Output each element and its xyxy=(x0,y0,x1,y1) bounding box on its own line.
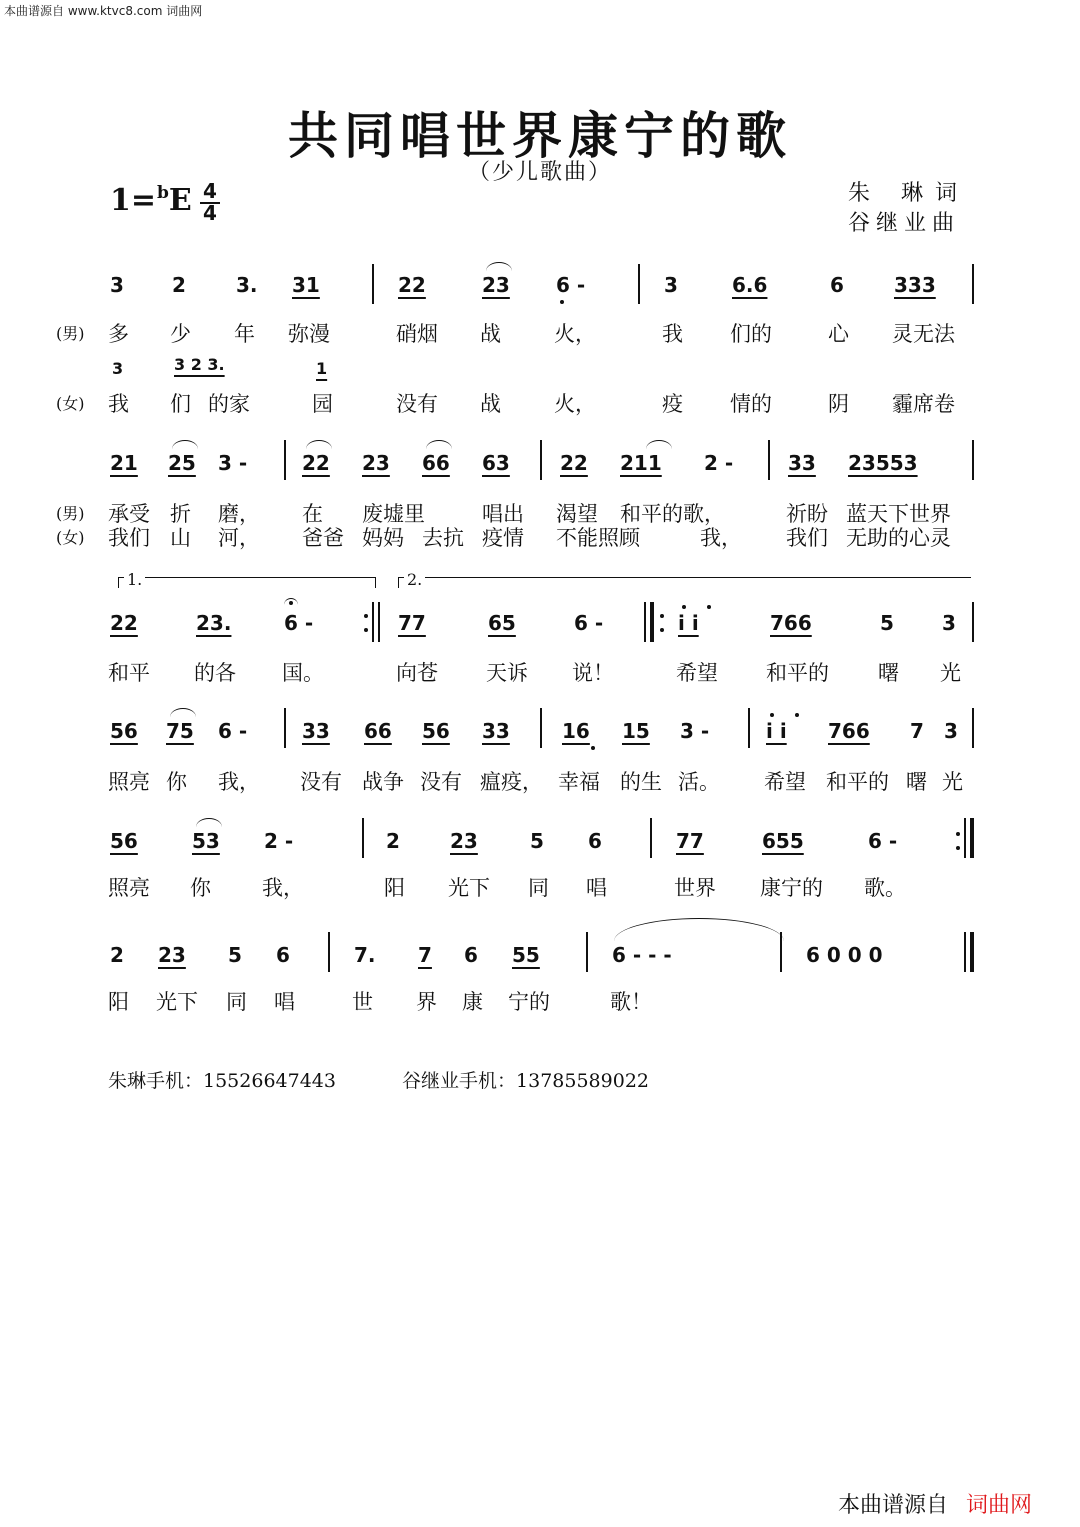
note: 6 xyxy=(588,829,602,853)
note-group: 77 xyxy=(398,611,426,635)
lyric: 唱 xyxy=(586,876,607,900)
final-bar-thick xyxy=(970,932,974,972)
lyric: 情的 xyxy=(730,392,772,416)
note-group: 23 xyxy=(450,829,478,853)
high-octave-dot xyxy=(795,713,799,717)
role-female: (女) xyxy=(56,528,85,547)
note-group: 21 xyxy=(110,451,138,475)
lyric: 战争 xyxy=(362,770,404,794)
slur xyxy=(172,440,198,449)
lyric: 灵无法 xyxy=(892,322,955,346)
volta-label-1: 1. xyxy=(124,570,145,589)
lyric: 硝烟 xyxy=(396,322,438,346)
note-group: 22 xyxy=(560,451,588,475)
lyric: 阴 xyxy=(828,392,849,416)
note-group: 53 xyxy=(192,829,220,853)
lyric: 没有 xyxy=(300,770,342,794)
bar-line xyxy=(362,818,364,858)
lyric: 幸福 xyxy=(558,770,600,794)
alt-note: 3 xyxy=(112,359,124,378)
lyric: 阳 xyxy=(108,990,129,1014)
note: 2 xyxy=(386,829,400,853)
role-male: (男) xyxy=(56,324,85,343)
repeat-bar-thick xyxy=(650,602,654,642)
bar-line xyxy=(638,264,640,304)
lyric: 霾席卷 xyxy=(892,392,955,416)
lyric: 多 xyxy=(108,322,129,346)
final-bar-thin xyxy=(964,932,966,972)
note-group: 655 xyxy=(762,829,804,853)
high-octave-dot xyxy=(707,605,711,609)
lyric: 世界 xyxy=(674,876,716,900)
repeat-dot xyxy=(956,832,960,836)
tie xyxy=(614,918,784,941)
lyricist-phone: 朱琳手机：15526647443 xyxy=(108,1070,336,1092)
low-octave-dot xyxy=(560,300,564,304)
lyric: 疫情 xyxy=(482,526,524,550)
lyric: 国。 xyxy=(282,661,324,685)
repeat-dot xyxy=(364,614,368,618)
note: 7 xyxy=(418,943,432,967)
note-group: 55 xyxy=(512,943,540,967)
lyric: 和平的 xyxy=(826,770,889,794)
lyric: 我们 xyxy=(786,526,828,550)
repeat-dot xyxy=(364,628,368,632)
note: 6 - xyxy=(574,611,604,635)
bar-line xyxy=(372,264,374,304)
note: 6 0 0 0 xyxy=(806,943,883,967)
note-group: 66 xyxy=(422,451,450,475)
note: 6 - - - xyxy=(612,943,672,967)
alt-note-group: 3 2 3. xyxy=(174,355,225,374)
lyric: 我 xyxy=(108,392,129,416)
lyric: 火， xyxy=(554,392,596,416)
note: 7. xyxy=(354,943,376,967)
lyric: 疫 xyxy=(662,392,683,416)
lyric: 阳 xyxy=(384,876,405,900)
lyric: 园 xyxy=(312,392,333,416)
watermark-source: 本曲谱源自 xyxy=(838,1493,949,1518)
lyric: 废墟里 xyxy=(362,502,425,526)
bar-line xyxy=(328,932,330,972)
lyric: 妈妈 xyxy=(362,526,404,550)
note-group: 75 xyxy=(166,719,194,743)
lyric: 希望 xyxy=(764,770,806,794)
bar-line xyxy=(284,440,286,480)
note-group: 211 xyxy=(620,451,662,475)
slur xyxy=(306,440,332,449)
volta-bracket-2 xyxy=(398,577,971,588)
lyric: 向苍 xyxy=(396,661,438,685)
low-octave-dot xyxy=(591,746,595,750)
watermark-bottom xyxy=(838,1488,1032,1519)
lyric: 和平 xyxy=(108,661,150,685)
note: 2 xyxy=(110,943,124,967)
key-signature xyxy=(110,183,192,218)
note-group: 33 xyxy=(482,719,510,743)
slur xyxy=(426,440,452,449)
lyric: 蓝天下世界 xyxy=(846,502,951,526)
lyric: 康 xyxy=(462,990,483,1014)
role-male: (男) xyxy=(56,504,85,523)
repeat-bar-thick xyxy=(970,818,974,858)
lyric: 年 xyxy=(234,322,255,346)
lyric: 的家 xyxy=(208,392,250,416)
song-subtitle: （少儿歌曲） xyxy=(467,160,612,185)
lyric: 宁的 xyxy=(508,990,550,1014)
lyric: 磨， xyxy=(218,502,260,526)
lyric: 康宁的 xyxy=(760,876,823,900)
note: 6 xyxy=(830,273,844,297)
note-group: 16 xyxy=(562,719,590,743)
note: 2 - xyxy=(264,829,294,853)
bar-line xyxy=(972,440,974,480)
bar-line xyxy=(586,932,588,972)
repeat-bar-thin xyxy=(372,602,374,642)
note-group: 31 xyxy=(292,273,320,297)
lyric: 爸爸 xyxy=(302,526,344,550)
lyric: 天诉 xyxy=(486,661,528,685)
watermark-site: 词曲网 xyxy=(966,1493,1033,1518)
lyric: 照亮 xyxy=(108,770,150,794)
contact-info xyxy=(108,1066,709,1093)
lyric: 活。 xyxy=(678,770,720,794)
lyric: 我 xyxy=(662,322,683,346)
lyric: 河， xyxy=(218,526,260,550)
note: 6 - xyxy=(868,829,898,853)
note: 3 xyxy=(664,273,678,297)
composer-credit: 谷继业曲 xyxy=(848,211,961,236)
note-group: 56 xyxy=(422,719,450,743)
lyric: 在 xyxy=(302,502,323,526)
note-group: 33 xyxy=(302,719,330,743)
song-title: 共同唱世界康宁的歌 xyxy=(288,106,792,165)
lyric: 曙 xyxy=(906,770,927,794)
key-prefix: 1= xyxy=(110,183,157,218)
note: 5 xyxy=(530,829,544,853)
lyric: 战 xyxy=(480,322,501,346)
lyric: 唱出 xyxy=(482,502,524,526)
note-group: 23 xyxy=(362,451,390,475)
note: 5 xyxy=(880,611,894,635)
bar-line xyxy=(748,708,750,748)
note: 6 - xyxy=(284,611,314,635)
lyric: 光 xyxy=(940,661,961,685)
note: 7 xyxy=(910,719,924,743)
note: 3. xyxy=(236,273,258,297)
note: 5 xyxy=(228,943,242,967)
fermata-dot xyxy=(289,601,293,605)
lyric: 光下 xyxy=(156,990,198,1014)
lyric: 曙 xyxy=(878,661,899,685)
volta-bracket-1 xyxy=(118,577,376,588)
note-group: 33 xyxy=(788,451,816,475)
slur xyxy=(196,818,222,827)
lyric: 歌！ xyxy=(610,990,652,1014)
lyric: 没有 xyxy=(420,770,462,794)
note-group: 6.6 xyxy=(732,273,768,297)
lyric: 战 xyxy=(480,392,501,416)
lyric: 界 xyxy=(416,990,437,1014)
repeat-dot xyxy=(660,628,664,632)
note: 3 xyxy=(944,719,958,743)
note-group: 63 xyxy=(482,451,510,475)
composer-phone: 谷继业手机：13785589022 xyxy=(402,1070,650,1092)
note: 6 - xyxy=(556,273,586,297)
lyric: 们的 xyxy=(730,322,772,346)
alt-note: 1 xyxy=(316,359,328,378)
note: 3 - xyxy=(218,451,248,475)
bar-line xyxy=(972,708,974,748)
lyric: 渴望 xyxy=(556,502,598,526)
lyric: 没有 xyxy=(396,392,438,416)
lyric: 歌。 xyxy=(864,876,906,900)
note-group: 766 xyxy=(770,611,812,635)
lyricist-credit: 朱 琳词 xyxy=(848,181,969,206)
note-group: 23 xyxy=(482,273,510,297)
high-octave-dot xyxy=(770,713,774,717)
note: 2 - xyxy=(704,451,734,475)
lyric: 山 xyxy=(170,526,191,550)
lyric: 弥漫 xyxy=(288,322,330,346)
high-octave-dot xyxy=(682,605,686,609)
lyric: 我， xyxy=(262,876,304,900)
repeat-dot xyxy=(956,846,960,850)
note-group: 22 xyxy=(302,451,330,475)
bar-line xyxy=(972,602,974,642)
lyric: 光下 xyxy=(448,876,490,900)
note-group: 766 xyxy=(828,719,870,743)
note-group: i i xyxy=(678,611,699,635)
bar-line xyxy=(540,440,542,480)
lyric: 希望 xyxy=(676,661,718,685)
watermark-top: 本曲谱源自 www.ktvc8.com 词曲网 xyxy=(4,4,203,18)
lyric: 无助的心灵 xyxy=(846,526,951,550)
key-note: E xyxy=(168,183,192,218)
lyric: 不能照顾 xyxy=(556,526,640,550)
time-signature xyxy=(200,179,220,225)
bar-line xyxy=(650,818,652,858)
note: 6 xyxy=(276,943,290,967)
lyric: 折 xyxy=(170,502,191,526)
bar-line xyxy=(780,932,782,972)
bar-line xyxy=(972,264,974,304)
lyric: 祈盼 xyxy=(786,502,828,526)
note: 3 xyxy=(942,611,956,635)
volta-label-2: 2. xyxy=(404,570,425,589)
note-group: 56 xyxy=(110,829,138,853)
lyric: 光 xyxy=(942,770,963,794)
flat-sign: b xyxy=(157,183,169,203)
lyric: 瘟疫， xyxy=(480,770,543,794)
lyric: 你 xyxy=(166,770,187,794)
note-group: 22 xyxy=(110,611,138,635)
lyric: 我， xyxy=(218,770,260,794)
note-group: 56 xyxy=(110,719,138,743)
note-group: 23. xyxy=(196,611,232,635)
time-denominator: 4 xyxy=(203,201,217,225)
lyric: 的各 xyxy=(194,661,236,685)
lyric: 世 xyxy=(352,990,373,1014)
lyric: 我们 xyxy=(108,526,150,550)
note: 6 - xyxy=(218,719,248,743)
lyric: 和平的歌， xyxy=(620,502,725,526)
lyric: 你 xyxy=(190,876,211,900)
note-group: 66 xyxy=(364,719,392,743)
lyric: 和平的 xyxy=(766,661,829,685)
note-group: 25 xyxy=(168,451,196,475)
repeat-bar xyxy=(378,602,380,642)
lyric: 我， xyxy=(700,526,742,550)
lyric: 唱 xyxy=(274,990,295,1014)
note: 6 xyxy=(464,943,478,967)
note-group: 65 xyxy=(488,611,516,635)
lyric: 承受 xyxy=(108,502,150,526)
lyric: 少 xyxy=(170,322,191,346)
note-group: i i xyxy=(766,719,787,743)
lyric: 的生 xyxy=(620,770,662,794)
lyric: 照亮 xyxy=(108,876,150,900)
bar-line xyxy=(768,440,770,480)
note-group: 22 xyxy=(398,273,426,297)
time-numerator: 4 xyxy=(200,182,220,204)
lyric: 同 xyxy=(226,990,247,1014)
role-female: (女) xyxy=(56,394,85,413)
note-group: 15 xyxy=(622,719,650,743)
note-group: 23 xyxy=(158,943,186,967)
lyric: 火， xyxy=(554,322,596,346)
slur xyxy=(646,440,672,449)
lyric: 去抗 xyxy=(422,526,464,550)
note: 3 - xyxy=(680,719,710,743)
note: 3 xyxy=(110,273,124,297)
slur xyxy=(170,708,196,717)
slur xyxy=(486,262,512,271)
note-group: 23553 xyxy=(848,451,918,475)
note-group: 77 xyxy=(676,829,704,853)
bar-line xyxy=(284,708,286,748)
bar-line xyxy=(540,708,542,748)
note-group: 333 xyxy=(894,273,936,297)
lyric: 说！ xyxy=(572,661,614,685)
note: 2 xyxy=(172,273,186,297)
lyric: 心 xyxy=(828,322,849,346)
repeat-dot xyxy=(660,614,664,618)
repeat-bar-thin xyxy=(964,818,966,858)
repeat-bar-thin xyxy=(644,602,646,642)
lyric: 们 xyxy=(170,392,191,416)
lyric: 同 xyxy=(528,876,549,900)
